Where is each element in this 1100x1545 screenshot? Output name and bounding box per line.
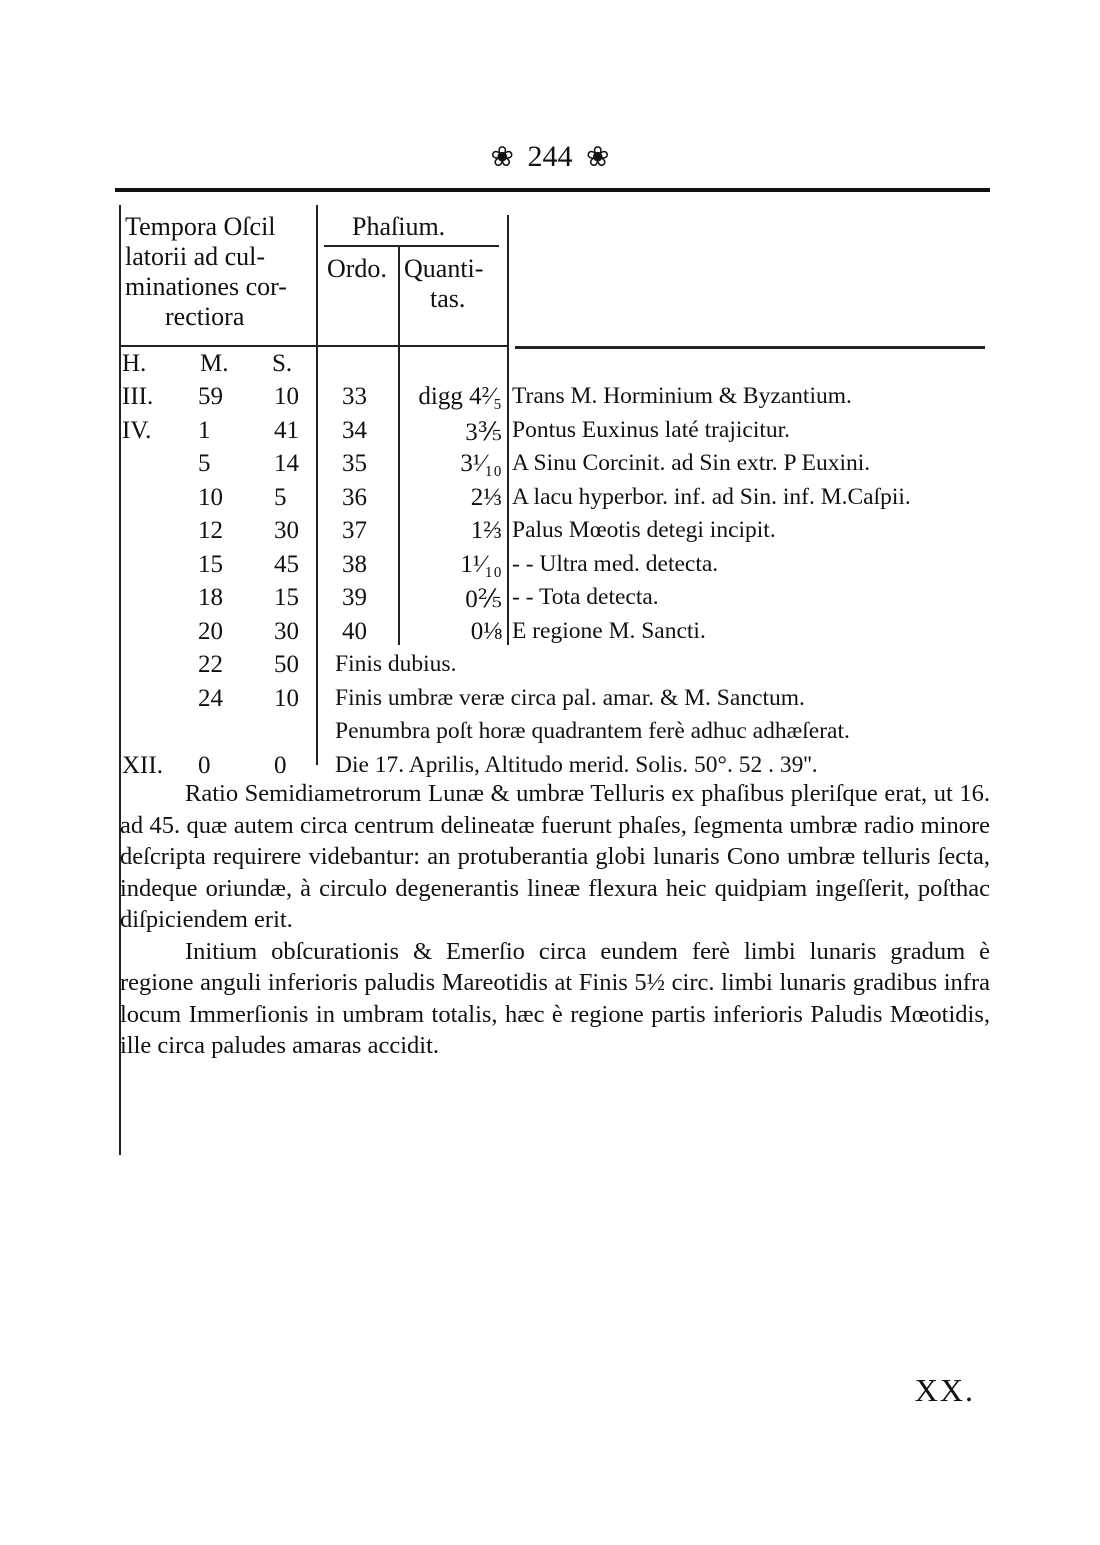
cell-seconds: 10 xyxy=(274,383,299,410)
cell-description: A lacu hyperbor. inf. ad Sin. inf. M.Caſpii. xyxy=(512,483,911,510)
cell-description: - - Ultra med. detecta. xyxy=(512,550,719,577)
cell-quantitas: 3⅗ xyxy=(465,418,502,446)
cell-seconds: 30 xyxy=(274,617,299,645)
ordo-header: Ordo. xyxy=(327,254,387,283)
cell-note: Die 17. Aprilis, Altitudo merid. Solis. 50°. 52 . 39''. xyxy=(335,751,818,778)
catchword: XX. xyxy=(914,1372,975,1408)
cell-minutes: 12 xyxy=(198,517,223,544)
cell-quantitas: digg 4²⁄₅ xyxy=(418,383,502,410)
cell-minutes: 24 xyxy=(198,684,223,712)
cell-note: Finis umbræ veræ circa pal. amar. & M. Sanctum. xyxy=(335,684,805,711)
cell-quantitas: 1¹⁄₁₀ xyxy=(460,550,502,578)
cell-quantitas: 0⅖ xyxy=(465,586,502,613)
cell-minutes: 0 xyxy=(198,751,211,779)
cell-seconds: 30 xyxy=(274,517,299,544)
cell-ordo: 38 xyxy=(342,550,367,578)
time-header-line: minationes cor- xyxy=(125,272,287,301)
cell-minutes: 20 xyxy=(198,617,223,645)
cell-note: Finis dubius. xyxy=(335,651,457,677)
cell-hours: IV. xyxy=(122,416,152,444)
unit-minutes: M. xyxy=(200,350,229,377)
cell-seconds: 45 xyxy=(274,550,299,578)
cell-quantitas: 3¹⁄₁₀ xyxy=(460,450,502,477)
table-header-rule-right xyxy=(515,346,985,349)
quantitas-header-line: Quanti- xyxy=(404,254,484,283)
cell-minutes: 22 xyxy=(198,651,223,678)
cell-ordo: 35 xyxy=(342,450,367,477)
cell-quantitas: 1⅔ xyxy=(470,517,502,544)
time-header-line: rectiora xyxy=(165,302,245,331)
table-divider-ordo xyxy=(398,245,400,645)
quantitas-header xyxy=(404,254,483,314)
cell-minutes: 18 xyxy=(198,584,223,611)
paragraph: Ratio Semidiametrorum Lunæ & umbræ Telluris ex phaſibus pleriſque erat, ut 16. ad 45. quæ autem circa centrum delineatæ fuerunt phaſes, ſegmenta umbræ radio minore deſcripta requirere videbantur: an protuberantia globi lunaris Cono umbræ telluris ſecta, indeque oriundæ, à circulo degenerantis lineæ flexura heic quidpiam ingeſſerit, poſthac diſpiciendem erit. xyxy=(120,780,990,933)
cell-description: Trans M. Horminium & Byzantium. xyxy=(512,383,852,409)
cell-hours: XII. xyxy=(122,751,163,779)
cell-minutes: 59 xyxy=(198,383,223,410)
cell-description: Pontus Euxinus laté trajicitur. xyxy=(512,416,791,443)
ornament-right-icon: ❀ xyxy=(586,142,610,173)
body-text xyxy=(120,778,990,1062)
cell-minutes: 15 xyxy=(198,550,223,578)
cell-seconds: 5 xyxy=(274,483,287,511)
cell-seconds: 41 xyxy=(274,416,299,444)
page-number: 244 xyxy=(527,140,573,173)
header-rule xyxy=(115,188,990,192)
cell-hours: III. xyxy=(122,383,154,410)
cell-seconds: 10 xyxy=(274,684,299,712)
cell-minutes: 1 xyxy=(198,416,211,444)
cell-seconds: 14 xyxy=(274,450,299,477)
table-divider-time xyxy=(316,205,318,765)
cell-seconds: 0 xyxy=(274,751,287,779)
cell-ordo: 34 xyxy=(342,416,367,444)
phasium-header: Phaſium. xyxy=(352,212,446,241)
cell-seconds: 50 xyxy=(274,651,299,678)
cell-ordo: 36 xyxy=(342,483,367,511)
cell-description: Palus Mœotis detegi incipit. xyxy=(512,517,776,543)
cell-ordo: 37 xyxy=(342,517,367,544)
cell-ordo: 40 xyxy=(342,617,367,645)
unit-hours: H. xyxy=(122,350,147,377)
cell-minutes: 5 xyxy=(198,450,211,477)
cell-description: E regione M. Sancti. xyxy=(512,617,706,644)
time-col-header xyxy=(125,212,287,332)
cell-quantitas: 0⅛ xyxy=(470,617,502,645)
page-header xyxy=(0,140,1100,174)
table-divider-quant xyxy=(507,215,509,645)
phasium-underline xyxy=(324,245,499,247)
cell-seconds: 15 xyxy=(274,584,299,611)
cell-ordo: 39 xyxy=(342,584,367,611)
quantitas-header-line: tas. xyxy=(430,284,466,313)
ornament-left-icon: ❀ xyxy=(490,142,514,173)
time-header-line: Tempora Oſcil xyxy=(125,212,276,241)
cell-note: Penumbra poſt horæ quadrantem ferè adhuc adhæſerat. xyxy=(335,718,850,744)
cell-description: A Sinu Corcinit. ad Sin extr. P Euxini. xyxy=(512,450,871,476)
paragraph: Initium obſcurationis & Emerſio circa eundem ferè limbi lunaris gradum è regione anguli inferioris paludis Mareotidis at Finis 5½ circ. limbi lunaris gradibus infra locum Immerſionis in umbram totalis, hæc è regione partis inferioris Paludis Mœotidis, ille circa paludes amaras accidit. xyxy=(120,937,990,1059)
cell-minutes: 10 xyxy=(198,483,223,511)
time-header-line: latorii ad cul- xyxy=(125,242,266,271)
unit-seconds: S. xyxy=(272,350,293,377)
table-header-rule xyxy=(119,345,509,347)
cell-description: - - Tota detecta. xyxy=(512,584,659,610)
cell-quantitas: 2⅓ xyxy=(470,483,502,511)
cell-ordo: 33 xyxy=(342,383,367,410)
